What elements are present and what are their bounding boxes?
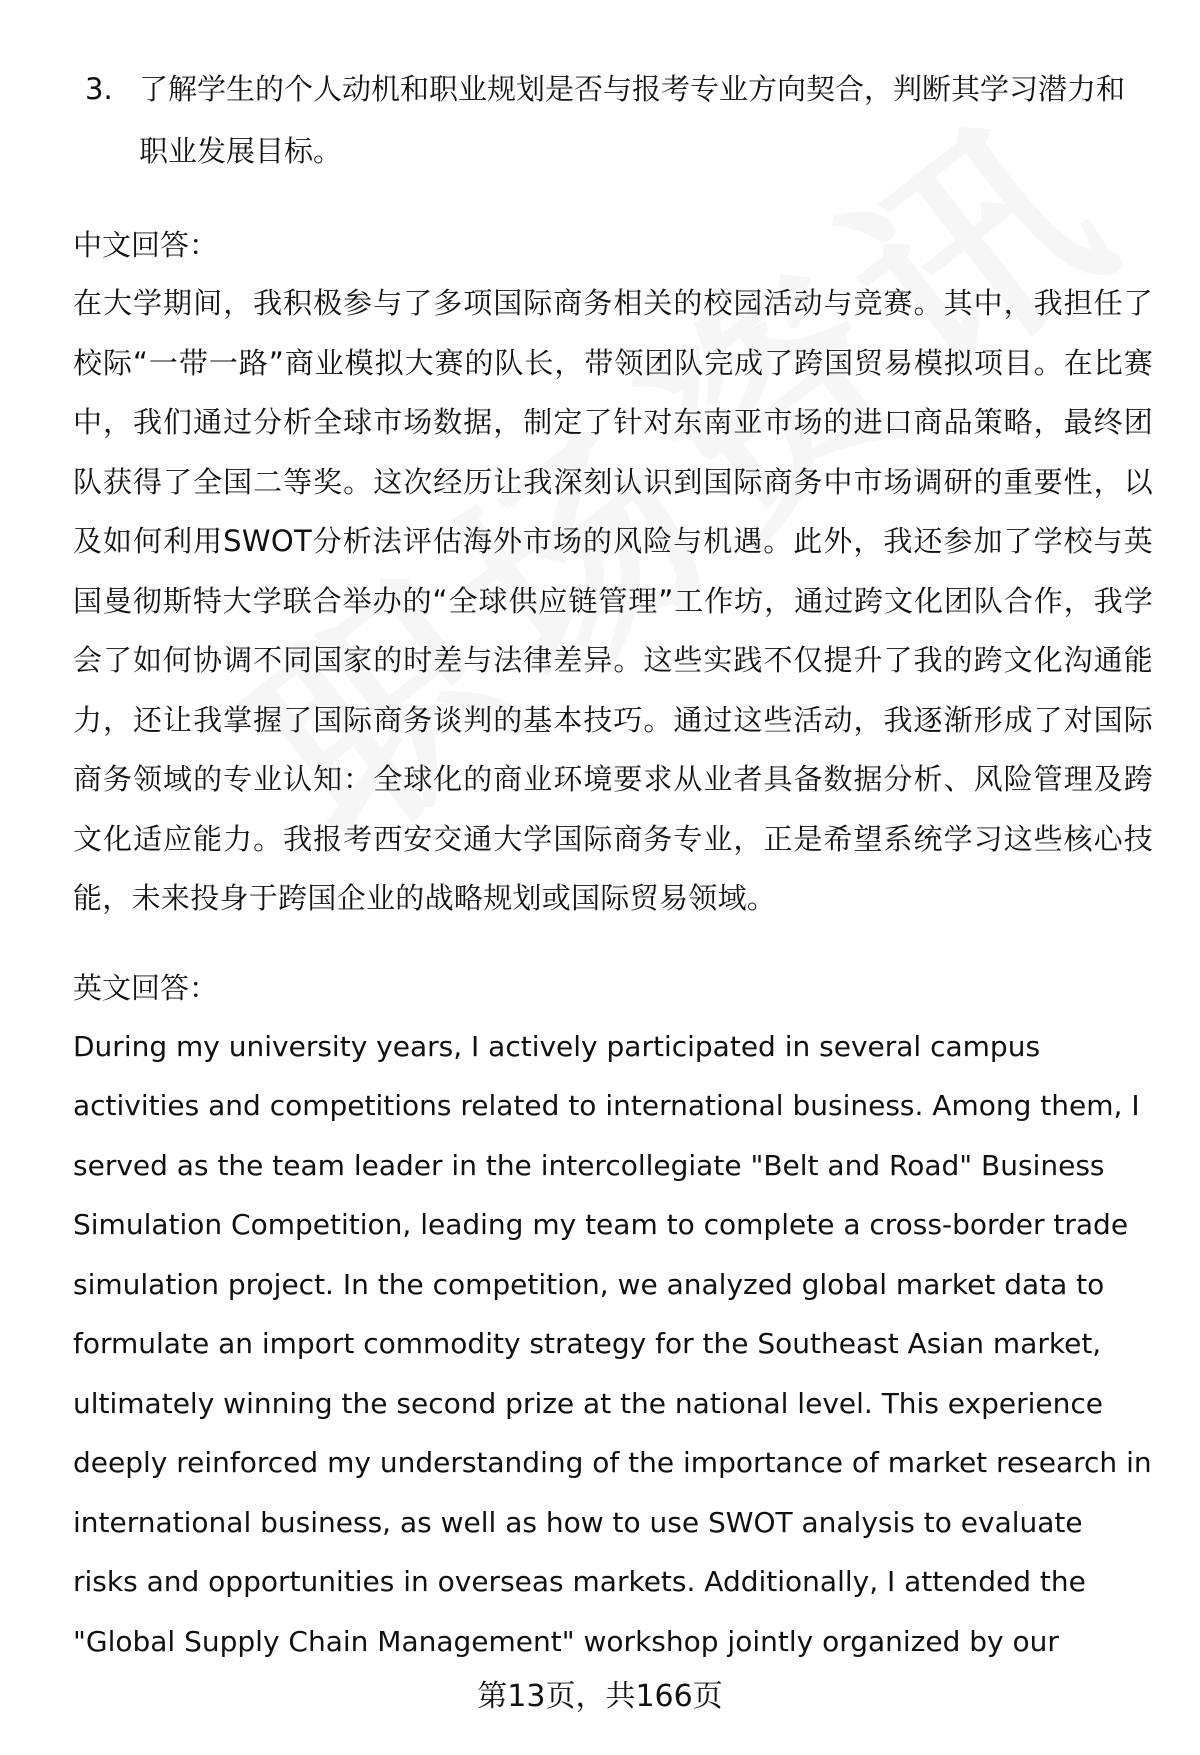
list-item: [73, 58, 1153, 182]
list-text: 了解学生的个人动机和职业规划是否与报考专业方向契合，判断其学习潜力和职业发展目标。: [139, 72, 1126, 168]
page-number: 第13页，共166页: [477, 1679, 723, 1714]
list-number: 3.: [85, 72, 113, 106]
english-answer-heading: 英文回答：: [73, 970, 219, 1005]
english-answer-body: During my university years, I actively participated in several campus activities and competitions related to international business. Among them, I served as the team leader in the intercollegiate "Belt and Road" Business Simulation Competition, leading my team to complete a cross-border trade simulation project. In the competition, we analyzed global market data to formulate an import commodity strategy for the Southeast Asian market, ultimately winning the second prize at the national level. This experience deeply reinforced my understanding of the importance of market research in international business, as well as how to use SWOT analysis to evaluate risks and opportunities in overseas markets. Additionally, I attended the "Global Supply Chain Management" workshop jointly organized by our: [73, 1029, 1152, 1658]
chinese-answer-heading: 中文回答：: [73, 228, 219, 262]
document-page: [73, 58, 1153, 1671]
chinese-answer-body: 在大学期间，我积极参与了多项国际商务相关的校园活动与竞赛。其中，我担任了校际“一带一路”商业模拟大赛的队长，带领团队完成了跨国贸易模拟项目。在比赛中，我们通过分析全球市场数据，制定了针对东南亚市场的进口商品策略，最终团队获得了全国二等奖。这次经历让我深刻认识到国际商务中市场调研的重要性，以及如何利用SWOT分析法评估海外市场的风险与机遇。此外，我还参加了学校与英国曼彻斯特大学联合举办的“全球供应链管理”工作坊，通过跨文化团队合作，我学会了如何协调不同国家的时差与法律差异。这些实践不仅提升了我的跨文化沟通能力，还让我掌握了国际商务谈判的基本技巧。通过这些活动，我逐渐形成了对国际商务领域的专业认知：全球化的商业环境要求从业者具备数据分析、风险管理及跨文化适应能力。我报考西安交通大学国际商务专业，正是希望系统学习这些核心技能，未来投身于跨国企业的战略规划或国际贸易领域。: [73, 286, 1153, 915]
